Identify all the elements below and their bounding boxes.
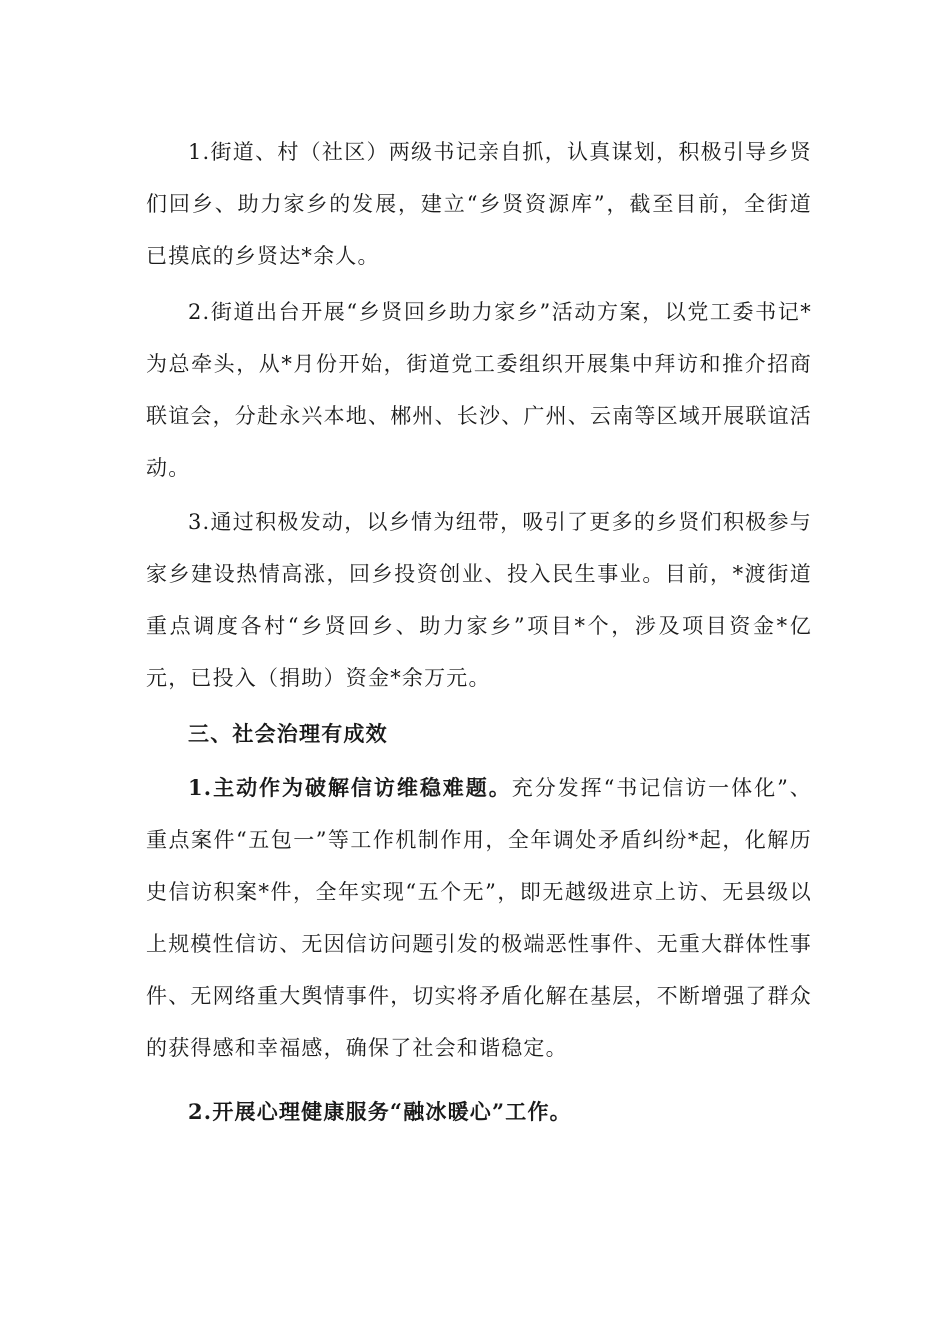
paragraph-petition-body: 充分发挥“书记信访一体化”、重点案件“五包一”等工作机制作用，全年调处矛盾纠纷*起，化解历史信访积案*件，全年实现“五个无”，即无越级进京上访、无县级以上规模性信访、无因信访问题引发的极端恶性事件、无重大群体性事件、无网络重大舆情事件，切实将矛盾化解在基层，不断增强了群众的获得感和幸福感，确保了社会和谐稳定。 [146, 776, 813, 1060]
paragraph-mental-health-lead: 2.开展心理健康服务“融冰暖心”工作。 [188, 1099, 572, 1124]
paragraph-item-2: 2.街道出台开展“乡贤回乡助力家乡”活动方案，以党工委书记*为总牵头，从*月份开始，街道党工委组织开展集中拜访和推介招商联谊会，分赴永兴本地、郴州、长沙、广州、云南等区域开展联谊活动。 [146, 300, 812, 480]
paragraph-petition [146, 762, 812, 1074]
section-heading: 三、社会治理有成效 [188, 721, 388, 746]
paragraph-item-3: 3.通过积极发动，以乡情为纽带，吸引了更多的乡贤们积极参与家乡建设热情高涨，回乡投资创业、投入民生事业。目前，*渡街道重点调度各村“乡贤回乡、助力家乡”项目*个，涉及项目资金*亿元，已投入（捐助）资金*余万元。 [146, 510, 812, 690]
paragraph-mental-health [146, 1086, 812, 1138]
paragraph-item-1: 1.街道、村（社区）两级书记亲自抓，认真谋划，积极引导乡贤们回乡、助力家乡的发展，建立“乡贤资源库”，截至目前，全街道已摸底的乡贤达*余人。 [146, 140, 812, 268]
paragraph-petition-lead: 1.主动作为破解信访维稳难题。 [188, 775, 512, 800]
